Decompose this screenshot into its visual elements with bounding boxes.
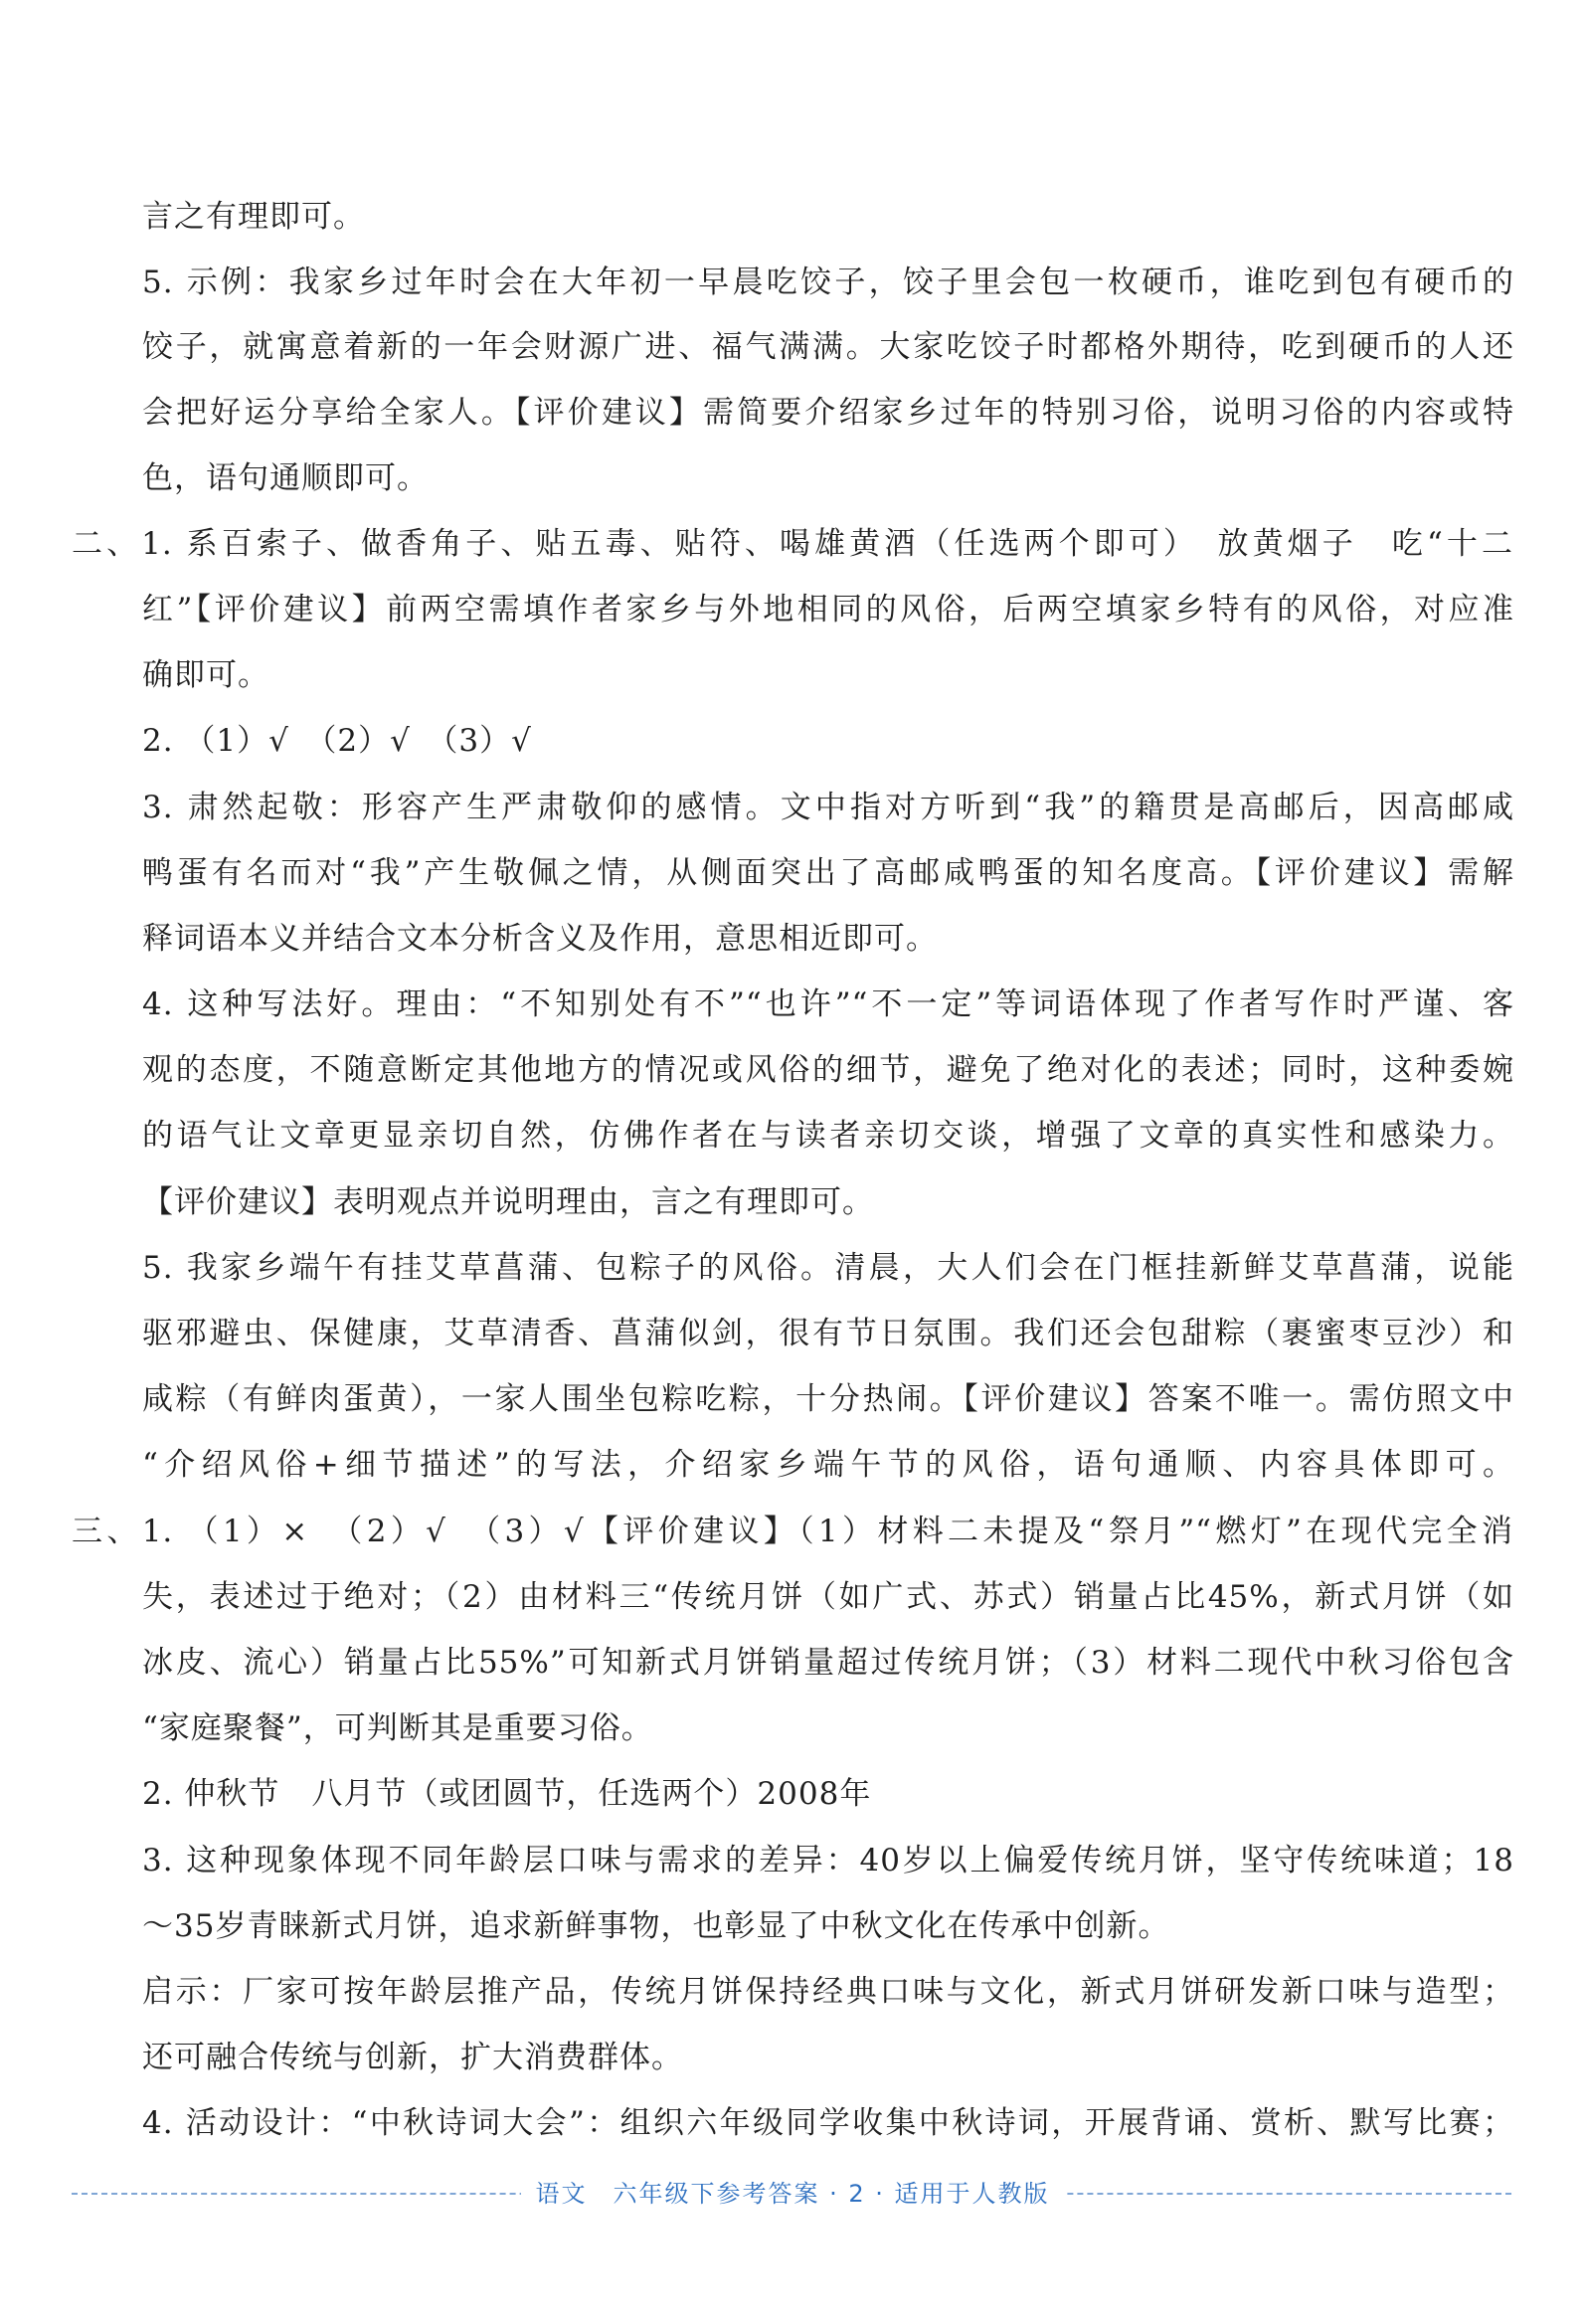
text-line: 2. （1）√ （2）√ （3）√ [142,723,532,759]
text-line: 色，语句通顺即可。 [142,460,429,496]
text-line: 红”【评价建议】前两空需填作者家乡与外地相同的风俗，后两空填家乡特有的风俗，对应准 [142,592,1514,627]
page-footer [0,2174,1585,2209]
text-line: “家庭聚餐”，可判断其是重要习俗。 [142,1710,653,1746]
text-line: 失，表述过于绝对；（2）由材料三“传统月饼（如广式、苏式）销量占比45%，新式月饼（如 [142,1579,1514,1615]
text-line: 会把好运分享给全家人。【评价建议】需简要介绍家乡过年的特别习俗，说明习俗的内容或特 [142,395,1514,431]
text-line: 2. 仲秋节 八月节（或团圆节，任选两个）2008年 [142,1776,872,1812]
footer-text: 语文 六年级下参考答案 · 2 · 适用于人教版 [521,2180,1063,2208]
text-line: 冰皮、流心）销量占比55%”可知新式月饼销量超过传统月饼；（3）材料二现代中秋习俗包含 [142,1645,1514,1681]
text-line: 观的态度，不随意断定其他地方的情况或风俗的细节，避免了绝对化的表述；同时，这种委婉 [142,1052,1514,1088]
text-line: 饺子，就寓意着新的一年会财源广进、福气满满。大家吃饺子时都格外期待，吃到硬币的人还 [142,329,1514,365]
text-line: “介绍风俗+细节描述”的写法，介绍家乡端午节的风俗，语句通顺、内容具体即可。 [142,1447,1514,1483]
text-line: 的语气让文章更显亲切自然，仿佛作者在与读者亲切交谈，增强了文章的真实性和感染力。 [142,1118,1514,1154]
text-line: 4. 这种写法好。理由：“不知别处有不”“也许”“不一定”等词语体现了作者写作时严谨、客 [142,986,1514,1022]
text-line: 确即可。 [142,657,269,693]
text-line: 还可融合传统与创新，扩大消费群体。 [142,2040,683,2075]
text-line: 驱邪避虫、保健康，艾草清香、菖蒲似剑，很有节日氛围。我们还会包甜粽（裹蜜枣豆沙）和 [142,1316,1514,1351]
text-line: 5. 示例：我家乡过年时会在大年初一早晨吃饺子，饺子里会包一枚硬币，谁吃到包有硬币的 [142,265,1514,300]
text-line: ～35岁青睐新式月饼，追求新鲜事物，也彰显了中秋文化在传承中创新。 [142,1908,1170,1944]
text-line: 咸粽（有鲜肉蛋黄），一家人围坐包粽吃粽，十分热闹。【评价建议】答案不唯一。需仿照文中 [142,1381,1514,1417]
text-line: 5. 我家乡端午有挂艾草菖蒲、包粽子的风俗。清晨，大人们会在门框挂新鲜艾草菖蒲，说能 [142,1250,1514,1286]
text-line: 3. 这种现象体现不同年龄层口味与需求的差异：40岁以上偏爱传统月饼，坚守传统味道；18 [142,1843,1514,1878]
text-line: 鸭蛋有名而对“我”产生敬佩之情，从侧面突出了高邮咸鸭蛋的知名度高。【评价建议】需解 [142,855,1514,891]
text-line: 言之有理即可。 [142,199,365,235]
text-line: 3. 肃然起敬：形容产生严肃敬仰的感情。文中指对方听到“我”的籍贯是高邮后，因高邮咸 [142,790,1514,825]
text-line: 【评价建议】表明观点并说明理由，言之有理即可。 [142,1184,874,1220]
section-heading-2: 二、1. 系百索子、做香角子、贴五毒、贴符、喝雄黄酒（任选两个即可） 放黄烟子 吃“十二 [72,526,1513,562]
text-line: 4. 活动设计：“中秋诗词大会”：组织六年级同学收集中秋诗词，开展背诵、赏析、默写比赛； [142,2105,1514,2141]
section-heading-3: 三、1. （1）× （2）√ （3）√【评价建议】（1）材料二未提及“祭月”“燃灯”在现代完全消 [72,1514,1513,1549]
text-line: 释词语本义并结合文本分析含义及作用，意思相近即可。 [142,921,938,957]
text-line: 启示：厂家可按年龄层推产品，传统月饼保持经典口味与文化，新式月饼研发新口味与造型； [142,1974,1514,2010]
